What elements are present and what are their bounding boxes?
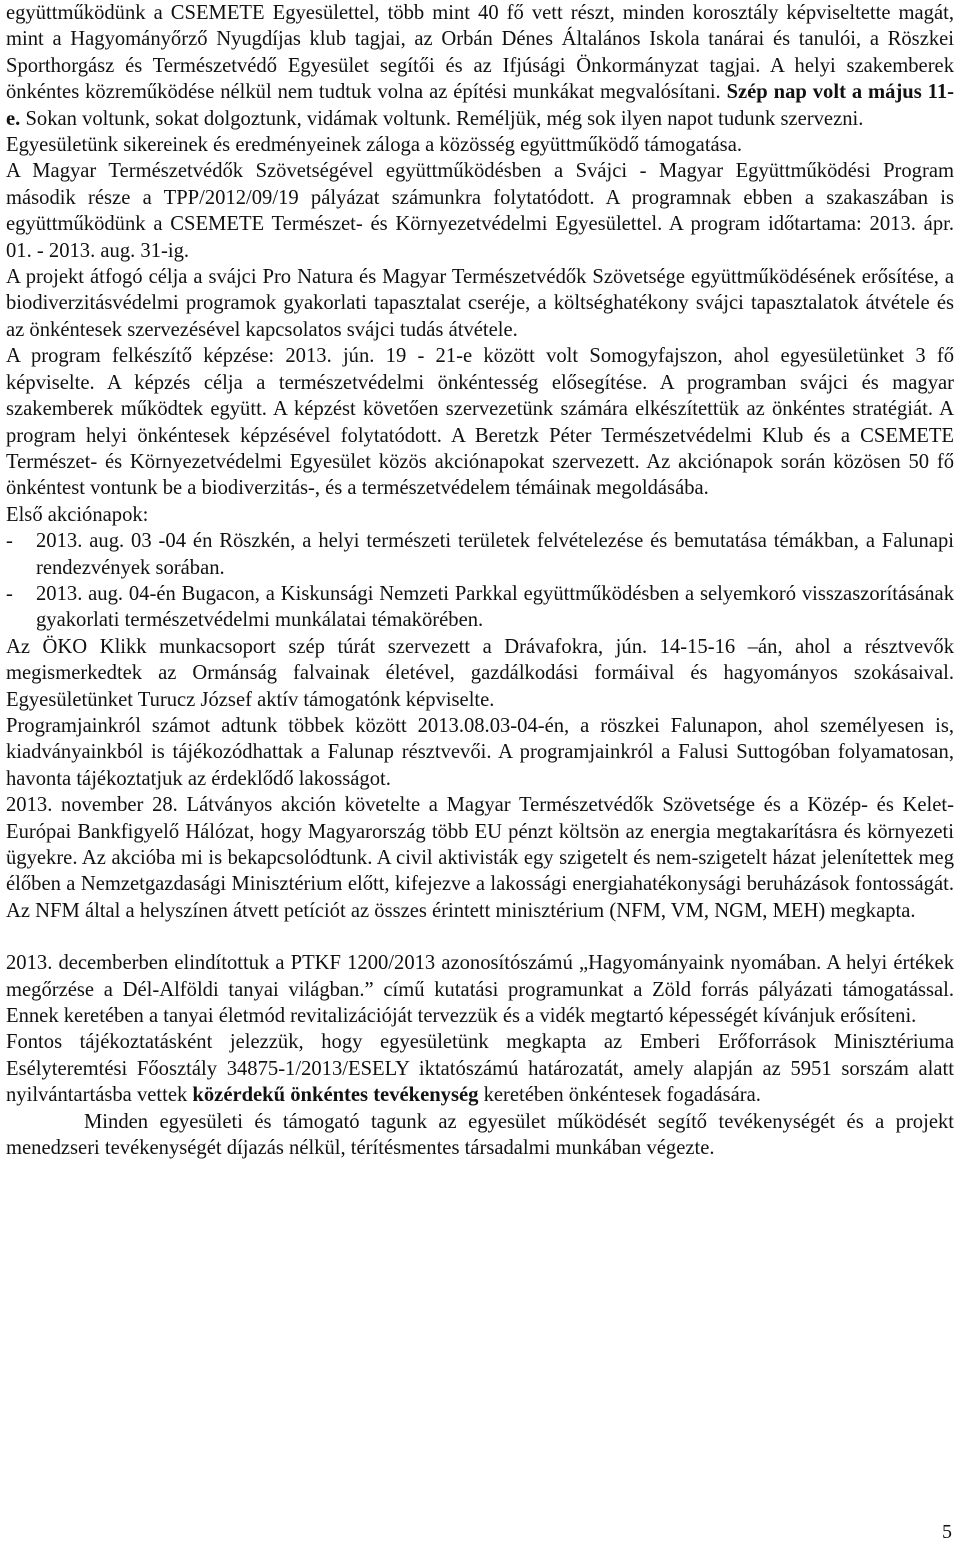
text-run: együttműködünk a CSEMETE Egyesülettel, több mint 40 fő vett részt, minden korosztály képviseltette magát, mint a Hagyományőrző Nyugdíjas klub tagjai, az Orbán Dénes Általános Iskola tanárai és tanulói, a Röszkei Sporthorgász és Természetvédő Egyesület segítői és az Ifjúsági Önkormányzat tagjai. A helyi szakemberek önkéntes közreműködése nélkül nem tudtuk volna az építési munkákat megvalósítani. (6, 2, 954, 104)
paragraph (6, 343, 954, 501)
blank-line (6, 924, 954, 950)
list-item-text: 2013. aug. 03 -04 én Röszkén, a helyi természeti területek felvételezése és bemutatása témákban, a Falunapi rendezvények sorában. (36, 530, 954, 579)
text-run: Programjainkról számot adtunk többek között 2013.08.03-04-én, a röszkei Falunapon, ahol személyesen is, kiadványainkból is tájékozódhattak a Falunap résztvevői. A programjainkról a Falusi Suttogóban folyamatosan, havonta tájékoztatjuk az érdeklődő lakosságot. (6, 714, 954, 790)
text-run: 2013. decemberben elindítottuk a PTKF 1200/2013 azonosítószámú „Hagyományaink nyomában. A helyi értékek megőrzése a Dél-Alföldi tanyai világban.” című kutatási programunkat a Zöld forrás pályázati támogatással. Ennek keretében a tanyai életmód revitalizációját tervezzük és a vidék megtartó képességét kívánjuk erősíteni. (6, 952, 954, 1028)
list-dash: - (6, 530, 13, 553)
paragraph (6, 502, 954, 528)
text-run: Minden egyesületi és támogató tagunk az egyesület működését segítő tevékenységét és a projekt menedzseri tevékenységét díjazás nélkül, térítésmentes társadalmi munkában végezte. (6, 1110, 954, 1160)
paragraph (6, 264, 954, 343)
document-body (6, 0, 954, 1161)
text-run: A projekt átfogó célja a svájci Pro Natura és Magyar Természetvédők Szövetsége együttműködésének erősítése, a biodiverzitásvédelmi programok gyakorlati tapasztalat cseréje, a költséghatékony svájci tapasztalatok átvétele és az önkéntesek szervezésével kapcsolatos svájci tudás átvétele. (6, 266, 954, 341)
paragraph (6, 713, 954, 792)
text-run: 2013. november 28. Látványos akción követelte a Magyar Természetvédők Szövetsége és a Közép- és Kelet-Európai Bankfigyelő Hálózat, hogy Magyarország több EU pénzt költsön az energia megtakarításra és környezeti ügyekre. Az akcióba mi is bekapcsolódtunk. A civil aktivisták egy szigetelt és nem-szigetelt házat jelenítettek meg élőben a Nemzetgazdasági Minisztérium előtt, kifejezve a lakossági energiahatékonysági beruházások fontosságát. Az NFM által a helyszínen átvett petíciót az összes érintett minisztérium (NFM, VM, NGM, MEH) megkapta. (6, 794, 954, 922)
text-run: keretében önkéntesek fogadására. (478, 1084, 761, 1107)
text-run: Az ÖKO Klikk munkacsoport szép túrát szervezett a Drávafokra, jún. 14-15-16 –án, ahol a résztvevők megismerkedtek az Ormánság falvainak életével, gazdálkodási formáival és hagyományos szokásaival. Egyesületünket Turucz József aktív támogatónk képviselte. (6, 635, 954, 711)
page-number: 5 (942, 1521, 952, 1543)
paragraph (6, 1109, 954, 1162)
text-run: Sokan voltunk, sokat dolgoztunk, vidámak voltunk. Reméljük, még sok ilyen napot tudunk szervezni. (20, 107, 864, 130)
text-run: Egyesületünk sikereinek és eredményeinek záloga a közösség együttműködő támogatása. (6, 134, 742, 157)
list-item-text: 2013. aug. 04-én Bugacon, a Kiskunsági Nemzeti Parkkal együttműködésben a selyemkoró visszaszorításának gyakorlati természetvédelmi munkálatai témakörében. (36, 582, 954, 632)
list-item (6, 528, 954, 581)
list-item (6, 581, 954, 634)
paragraph (6, 1029, 954, 1108)
text-run: Első akciónapok: (6, 503, 149, 526)
paragraph (6, 792, 954, 924)
text-run: A program felkészítő képzése: 2013. jún. 19 - 21-e között volt Somogyfajszon, ahol egyesületünket 3 fő képviselte. A képzés célja a természetvédelmi önkéntesség elősegítése. A programban svájci és magyar szakemberek működtek együtt. A képzést követően szervezetünk számára elkészítettük az önkéntes stratégiát. A program helyi önkéntesek képzésével folytatódott. A Beretzk Péter Természetvédelmi Klub és a CSEMETE Természet- és Környezetvédelmi Egyesület közös akciónapokat szervezett. Az akciónapok során közösen 50 fő önkéntest vontunk be a biodiverzitás-, és a természetvédelem témáinak megoldásába. (6, 345, 954, 500)
list-dash: - (6, 582, 13, 605)
paragraph (6, 950, 954, 1029)
paragraph (6, 0, 954, 132)
text-run: Fontos tájékoztatásként jelezzük, hogy egyesületünk megkapta az Emberi Erőforrások Minisztériuma Esélyteremtési Főosztály 34875-1/2013/ESELY iktatószámú határozatát, amely alapján az 5951 sorszám alatt nyilvántartásba vettek (6, 1031, 954, 1107)
document-page (6, 0, 954, 1161)
bold-text: Szép nap volt a május 11-e. (6, 81, 954, 130)
paragraph (6, 132, 954, 158)
bold-text: közérdekű önkéntes tevékenység (192, 1084, 479, 1107)
text-run: A Magyar Természetvédők Szövetségével együttműködésben a Svájci - Magyar Együttműködési Program második része a TPP/2012/09/19 pályázat számunkra folytatódott. A programnak ebben a szakaszában is együttműködünk a CSEMETE Természet- és Környezetvédelmi Egyesülettel. A program időtartama: 2013. ápr. 01. - 2013. aug. 31-ig. (6, 160, 954, 262)
paragraph (6, 634, 954, 713)
paragraph (6, 158, 954, 264)
